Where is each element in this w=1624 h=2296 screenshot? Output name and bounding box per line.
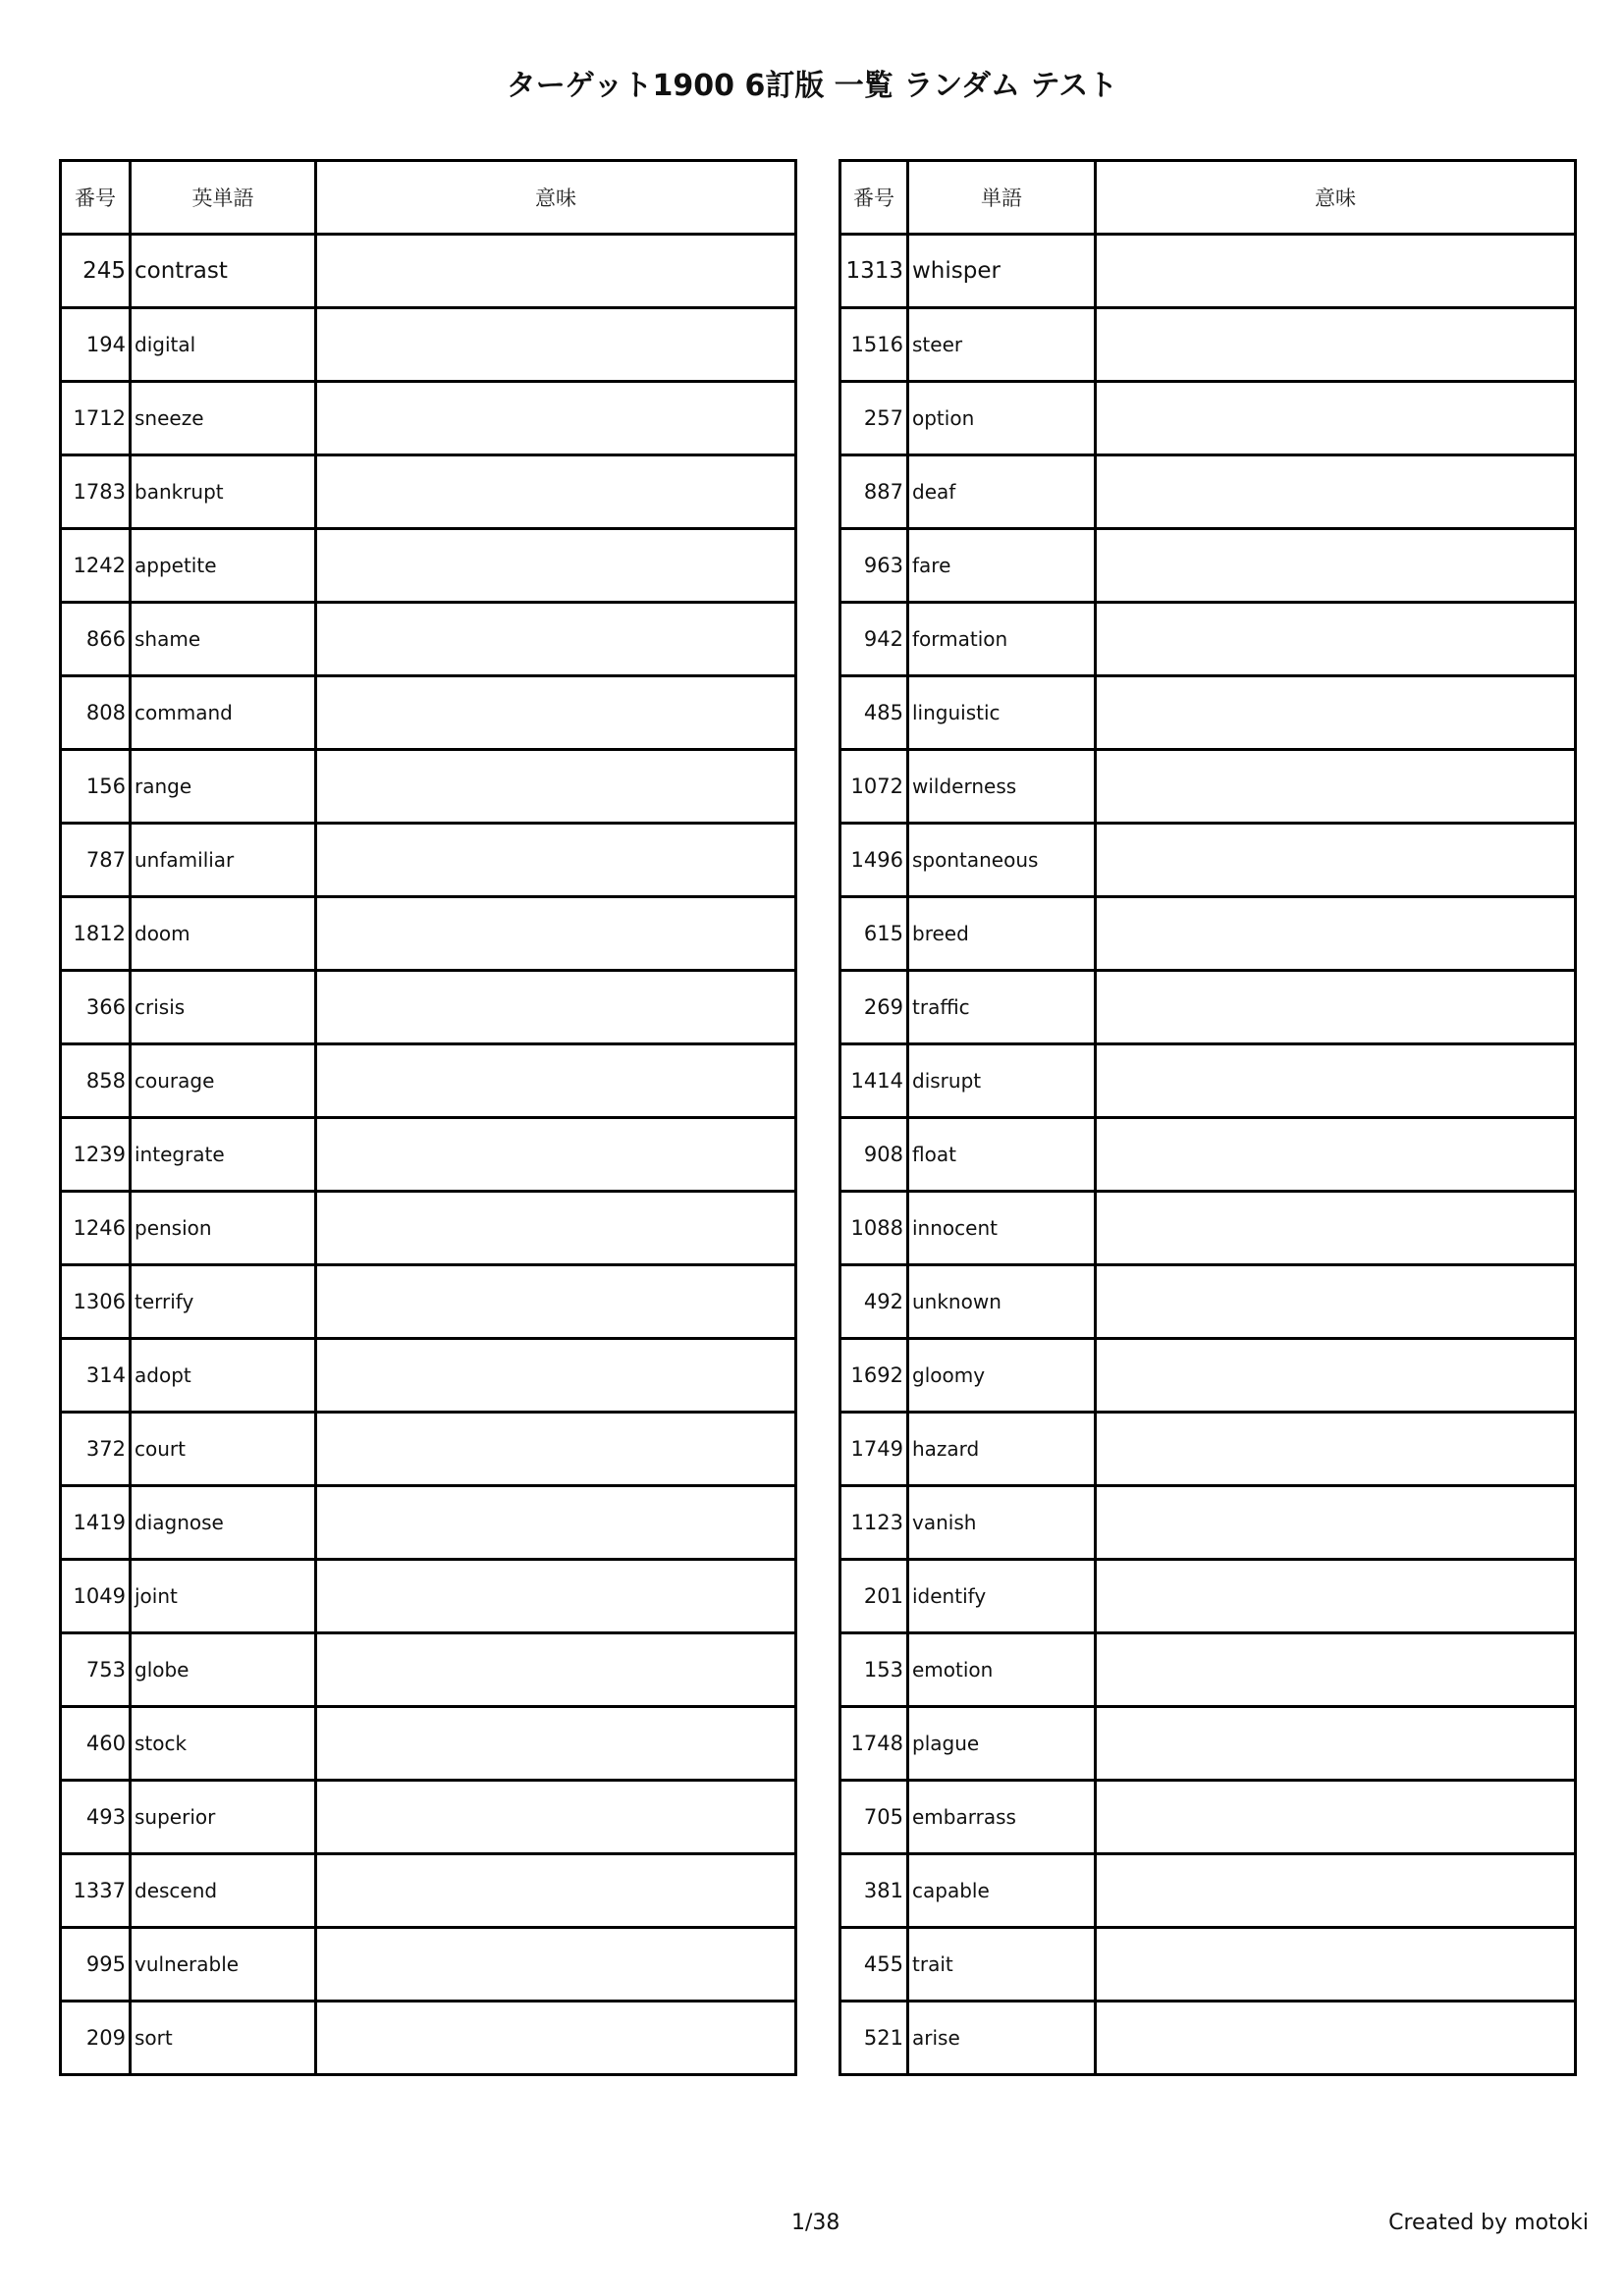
word-text: disrupt [908,1044,1096,1118]
word-number: 615 [840,897,908,971]
table-row [61,897,796,971]
word-text: descend [131,1854,316,1928]
word-number: 1749 [840,1413,908,1486]
meaning-answer-cell[interactable] [316,1928,796,2002]
meaning-answer-cell[interactable] [1096,235,1576,308]
word-number: 1712 [61,382,131,455]
word-number: 753 [61,1633,131,1707]
word-text: plague [908,1707,1096,1781]
table-row [61,824,796,897]
table-row [61,676,796,750]
meaning-answer-cell[interactable] [1096,1854,1576,1928]
word-number: 201 [840,1560,908,1633]
meaning-answer-cell[interactable] [316,971,796,1044]
word-text: sort [131,2002,316,2075]
word-number: 963 [840,529,908,603]
meaning-answer-cell[interactable] [1096,1707,1576,1781]
word-number: 366 [61,971,131,1044]
word-number: 1692 [840,1339,908,1413]
word-number: 314 [61,1339,131,1413]
table-row [840,1192,1576,1265]
word-text: shame [131,603,316,676]
meaning-answer-cell[interactable] [1096,1192,1576,1265]
meaning-answer-cell[interactable] [316,750,796,824]
page-title: ターゲット1900 6訂版 一覧 ランダム テスト [506,69,1118,103]
table-row [61,1044,796,1118]
word-text: embarrass [908,1781,1096,1854]
word-text: option [908,382,1096,455]
word-text: adopt [131,1339,316,1413]
word-text: traffic [908,971,1096,1044]
meaning-answer-cell[interactable] [1096,1413,1576,1486]
header-word: 単語 [908,161,1096,235]
word-text: diagnose [131,1486,316,1560]
word-text: hazard [908,1413,1096,1486]
meaning-answer-cell[interactable] [316,897,796,971]
word-text: vanish [908,1486,1096,1560]
word-text: appetite [131,529,316,603]
table-row [61,971,796,1044]
word-text: wilderness [908,750,1096,824]
word-number: 1812 [61,897,131,971]
table-header-row [840,161,1576,235]
word-number: 156 [61,750,131,824]
word-number: 787 [61,824,131,897]
meaning-answer-cell[interactable] [316,1560,796,1633]
word-text: arise [908,2002,1096,2075]
word-text: innocent [908,1192,1096,1265]
table-row [840,1118,1576,1192]
table-row [61,1633,796,1707]
word-text: vulnerable [131,1928,316,2002]
table-row [61,1339,796,1413]
table-row [61,235,796,308]
word-number: 866 [61,603,131,676]
meaning-answer-cell[interactable] [1096,603,1576,676]
word-text: courage [131,1044,316,1118]
page-number: 1/38 [791,2211,840,2235]
table-row [61,2002,796,2075]
table-row [840,382,1576,455]
meaning-answer-cell[interactable] [316,1265,796,1339]
word-number: 942 [840,603,908,676]
table-row [840,235,1576,308]
meaning-answer-cell[interactable] [316,1339,796,1413]
table-row [840,2002,1576,2075]
header-number: 番号 [840,161,908,235]
word-number: 372 [61,1413,131,1486]
table-row [840,750,1576,824]
table-row [840,1781,1576,1854]
word-number: 1419 [61,1486,131,1560]
table-row [61,750,796,824]
meaning-answer-cell[interactable] [1096,1633,1576,1707]
table-row [61,1928,796,2002]
word-number: 995 [61,1928,131,2002]
word-text: capable [908,1854,1096,1928]
word-text: command [131,676,316,750]
meaning-answer-cell[interactable] [316,603,796,676]
meaning-answer-cell[interactable] [1096,1265,1576,1339]
table-row [61,603,796,676]
meaning-answer-cell[interactable] [1096,382,1576,455]
meaning-answer-cell[interactable] [1096,1118,1576,1192]
word-text: superior [131,1781,316,1854]
word-number: 1783 [61,455,131,529]
word-number: 858 [61,1044,131,1118]
word-text: doom [131,897,316,971]
word-text: identify [908,1560,1096,1633]
table-row [61,1854,796,1928]
word-number: 1748 [840,1707,908,1781]
table-row [840,603,1576,676]
word-text: pension [131,1192,316,1265]
table-row [61,529,796,603]
word-number: 1049 [61,1560,131,1633]
meaning-answer-cell[interactable] [1096,1928,1576,2002]
meaning-answer-cell[interactable] [316,308,796,382]
word-text: terrify [131,1265,316,1339]
meaning-answer-cell[interactable] [1096,750,1576,824]
word-text: crisis [131,971,316,1044]
word-number: 460 [61,1707,131,1781]
meaning-answer-cell[interactable] [1096,824,1576,897]
meaning-answer-cell[interactable] [316,235,796,308]
word-number: 485 [840,676,908,750]
word-number: 1414 [840,1044,908,1118]
word-text: integrate [131,1118,316,1192]
table-row [840,824,1576,897]
word-text: unfamiliar [131,824,316,897]
table-row [840,1560,1576,1633]
table-row [61,1707,796,1781]
meaning-answer-cell[interactable] [1096,2002,1576,2075]
word-text: fare [908,529,1096,603]
meaning-answer-cell[interactable] [1096,1781,1576,1854]
table-row [61,382,796,455]
meaning-answer-cell[interactable] [316,1707,796,1781]
word-text: trait [908,1928,1096,2002]
table-row [840,1044,1576,1118]
meaning-answer-cell[interactable] [316,529,796,603]
table-row [61,1781,796,1854]
meaning-answer-cell[interactable] [1096,455,1576,529]
word-number: 1337 [61,1854,131,1928]
word-text: float [908,1118,1096,1192]
table-row [840,455,1576,529]
meaning-answer-cell[interactable] [316,1854,796,1928]
table-row [840,308,1576,382]
table-row [840,676,1576,750]
table-row [61,1486,796,1560]
meaning-answer-cell[interactable] [316,1413,796,1486]
word-number: 1072 [840,750,908,824]
word-text: unknown [908,1265,1096,1339]
word-number: 153 [840,1633,908,1707]
word-text: emotion [908,1633,1096,1707]
table-row [840,1486,1576,1560]
word-number: 808 [61,676,131,750]
vocab-table-right [839,159,1577,2076]
table-row [840,971,1576,1044]
meaning-answer-cell[interactable] [316,2002,796,2075]
word-text: gloomy [908,1339,1096,1413]
table-row [61,1265,796,1339]
header-meaning: 意味 [1096,161,1576,235]
word-number: 1306 [61,1265,131,1339]
word-text: bankrupt [131,455,316,529]
table-row [840,1707,1576,1781]
word-number: 492 [840,1265,908,1339]
word-text: court [131,1413,316,1486]
word-number: 493 [61,1781,131,1854]
word-number: 1088 [840,1192,908,1265]
meaning-answer-cell[interactable] [1096,308,1576,382]
word-number: 269 [840,971,908,1044]
meaning-answer-cell[interactable] [1096,529,1576,603]
word-text: sneeze [131,382,316,455]
word-number: 245 [61,235,131,308]
meaning-answer-cell[interactable] [1096,1044,1576,1118]
word-text: whisper [908,235,1096,308]
word-number: 521 [840,2002,908,2075]
word-text: range [131,750,316,824]
meaning-answer-cell[interactable] [1096,676,1576,750]
header-word: 英単語 [131,161,316,235]
word-number: 455 [840,1928,908,2002]
word-text: stock [131,1707,316,1781]
meaning-answer-cell[interactable] [1096,897,1576,971]
table-row [840,1928,1576,2002]
word-number: 887 [840,455,908,529]
word-number: 1496 [840,824,908,897]
word-number: 209 [61,2002,131,2075]
table-row [61,1560,796,1633]
meaning-answer-cell[interactable] [1096,1560,1576,1633]
meaning-answer-cell[interactable] [316,676,796,750]
meaning-answer-cell[interactable] [316,1118,796,1192]
table-row [840,1413,1576,1486]
word-number: 194 [61,308,131,382]
word-text: formation [908,603,1096,676]
word-number: 1313 [840,235,908,308]
word-text: contrast [131,235,316,308]
word-number: 1239 [61,1118,131,1192]
word-number: 1246 [61,1192,131,1265]
table-row [61,1192,796,1265]
table-row [61,455,796,529]
word-number: 257 [840,382,908,455]
header-number: 番号 [61,161,131,235]
word-number: 705 [840,1781,908,1854]
word-number: 381 [840,1854,908,1928]
word-number: 1123 [840,1486,908,1560]
word-text: deaf [908,455,1096,529]
meaning-answer-cell[interactable] [316,824,796,897]
table-row [840,1265,1576,1339]
vocab-table-left [59,159,797,2076]
word-number: 1516 [840,308,908,382]
word-number: 908 [840,1118,908,1192]
word-text: linguistic [908,676,1096,750]
word-text: spontaneous [908,824,1096,897]
table-row [840,897,1576,971]
word-text: steer [908,308,1096,382]
meaning-answer-cell[interactable] [316,1486,796,1560]
word-number: 1242 [61,529,131,603]
table-row [840,1854,1576,1928]
meaning-answer-cell[interactable] [316,382,796,455]
table-row [840,1339,1576,1413]
word-text: breed [908,897,1096,971]
table-row [840,529,1576,603]
meaning-answer-cell[interactable] [316,1781,796,1854]
meaning-answer-cell[interactable] [1096,971,1576,1044]
meaning-answer-cell[interactable] [1096,1339,1576,1413]
meaning-answer-cell[interactable] [1096,1486,1576,1560]
table-row [840,1633,1576,1707]
meaning-answer-cell[interactable] [316,455,796,529]
meaning-answer-cell[interactable] [316,1044,796,1118]
table-row [61,1118,796,1192]
word-text: joint [131,1560,316,1633]
meaning-answer-cell[interactable] [316,1633,796,1707]
credit: Created by motoki [1388,2211,1589,2235]
word-text: digital [131,308,316,382]
meaning-answer-cell[interactable] [316,1192,796,1265]
table-row [61,1413,796,1486]
header-meaning: 意味 [316,161,796,235]
word-text: globe [131,1633,316,1707]
table-row [61,308,796,382]
table-header-row [61,161,796,235]
